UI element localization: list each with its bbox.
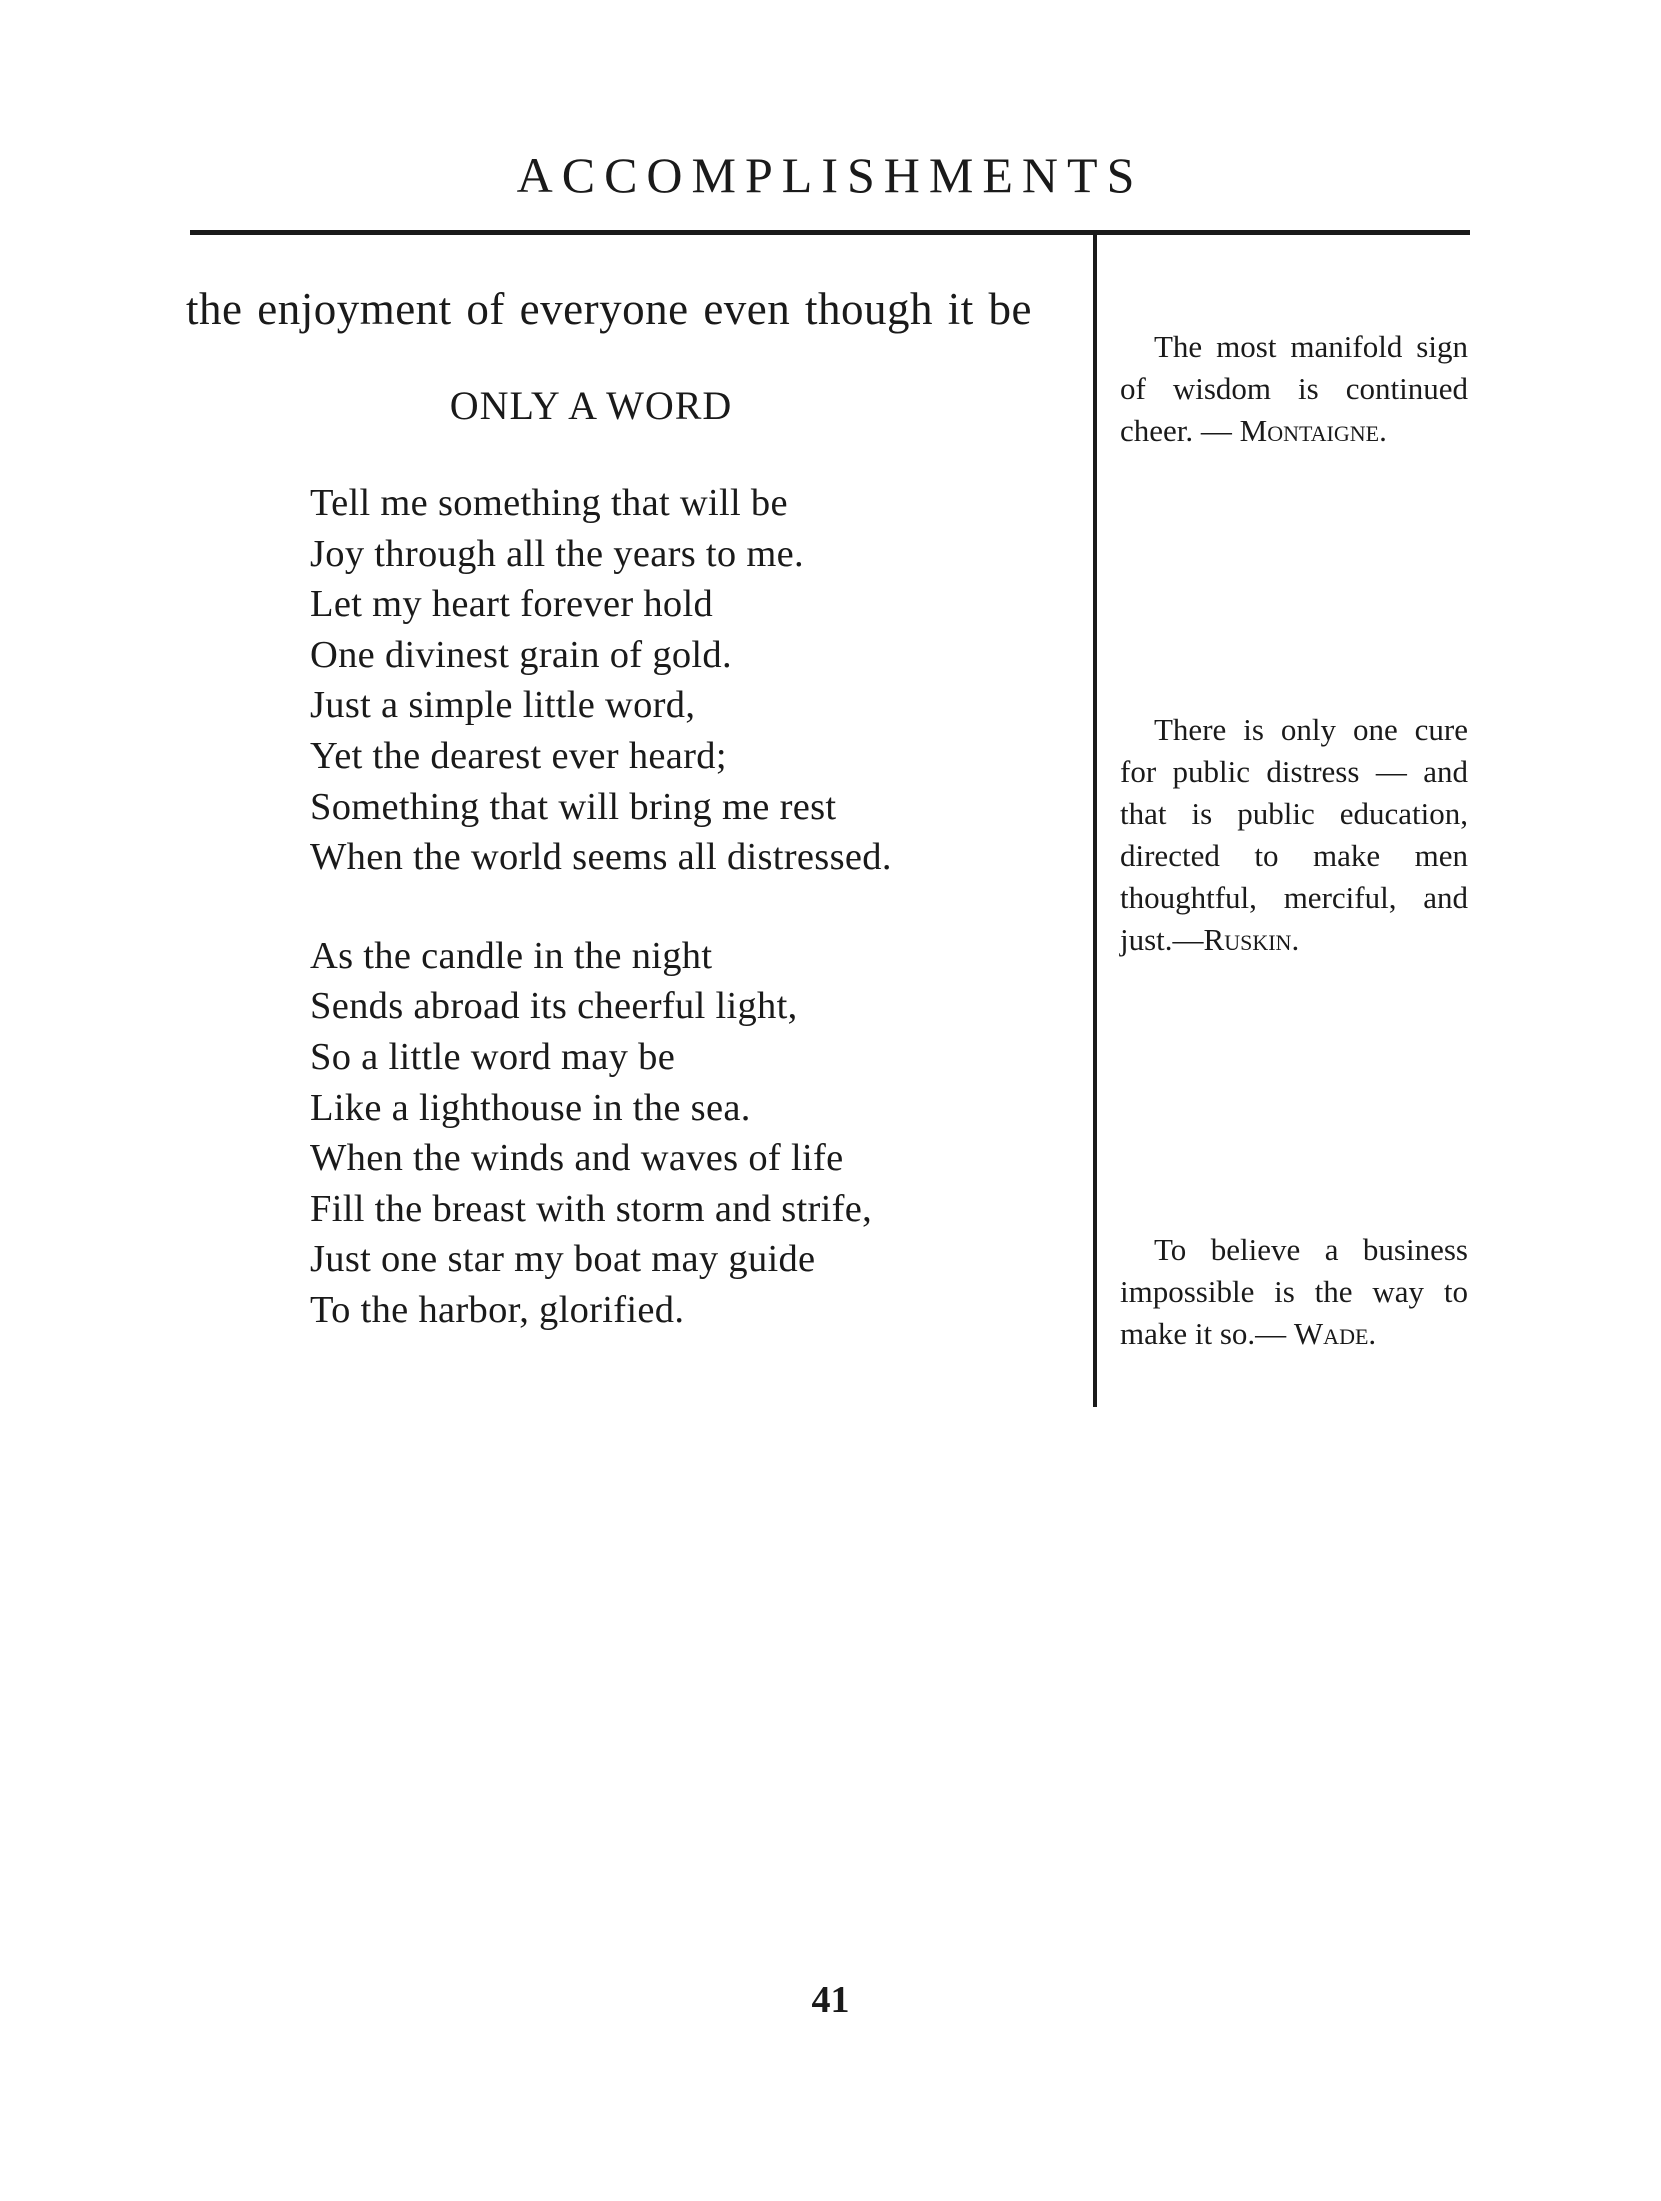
- poem-line: As the candle in the night: [310, 934, 713, 977]
- quote-author: Montaigne.: [1239, 413, 1387, 448]
- continuation-paragraph: the enjoyment of everyone even though it be: [186, 284, 1032, 334]
- quote-text: There is only one cure for public distress — and that is public education, directed to make men thoughtful, merciful, and just.—: [1120, 712, 1468, 957]
- poem-line: When the world seems all distressed.: [310, 836, 892, 879]
- quote-text: To believe a business impossible is the way to make it so.—: [1120, 1232, 1468, 1351]
- poem-line: Yet the dearest ever heard;: [310, 734, 727, 777]
- poem-line: To the harbor, glorified.: [310, 1288, 685, 1331]
- poem-line: Let my heart forever hold: [310, 583, 714, 626]
- poem-stanza-1: [310, 478, 1076, 883]
- poem: [310, 478, 1076, 1336]
- poem-line: Tell me something that will be: [310, 482, 788, 524]
- poem-line: Sends abroad its cheerful light,: [310, 985, 798, 1028]
- poem-line: Just one star my boat may guide: [310, 1238, 816, 1281]
- stanza-break: [310, 883, 1076, 931]
- quote-author: Ruskin.: [1203, 922, 1300, 957]
- poem-stanza-2: [310, 931, 1076, 1336]
- poem-line: When the winds and waves of life: [310, 1137, 844, 1180]
- sidebar-quote: [1120, 1229, 1468, 1355]
- poem-line: Fill the breast with storm and strife,: [310, 1187, 873, 1230]
- poem-line: Something that will bring me rest: [310, 785, 837, 828]
- running-head-title: ACCOMPLISHMENTS: [516, 147, 1144, 203]
- header-rule: [190, 230, 1470, 235]
- poem-line: Like a lighthouse in the sea.: [310, 1086, 751, 1129]
- sidebar-quote: [1120, 709, 1468, 961]
- quote-author: Wade.: [1293, 1316, 1377, 1351]
- main-column: [186, 278, 1076, 1336]
- poem-line: Just a simple little word,: [310, 684, 696, 727]
- quote-text: The most manifold sign of wisdom is continued cheer. —: [1120, 329, 1468, 448]
- poem-line: Joy through all the years to me.: [310, 532, 804, 575]
- page-number: 41: [811, 1979, 850, 2021]
- column-divider: [1093, 232, 1097, 1407]
- poem-title: ONLY A WORD: [449, 383, 733, 428]
- poem-line: So a little word may be: [310, 1035, 676, 1078]
- poem-line: One divinest grain of gold.: [310, 633, 732, 676]
- sidebar-quote: [1120, 326, 1468, 452]
